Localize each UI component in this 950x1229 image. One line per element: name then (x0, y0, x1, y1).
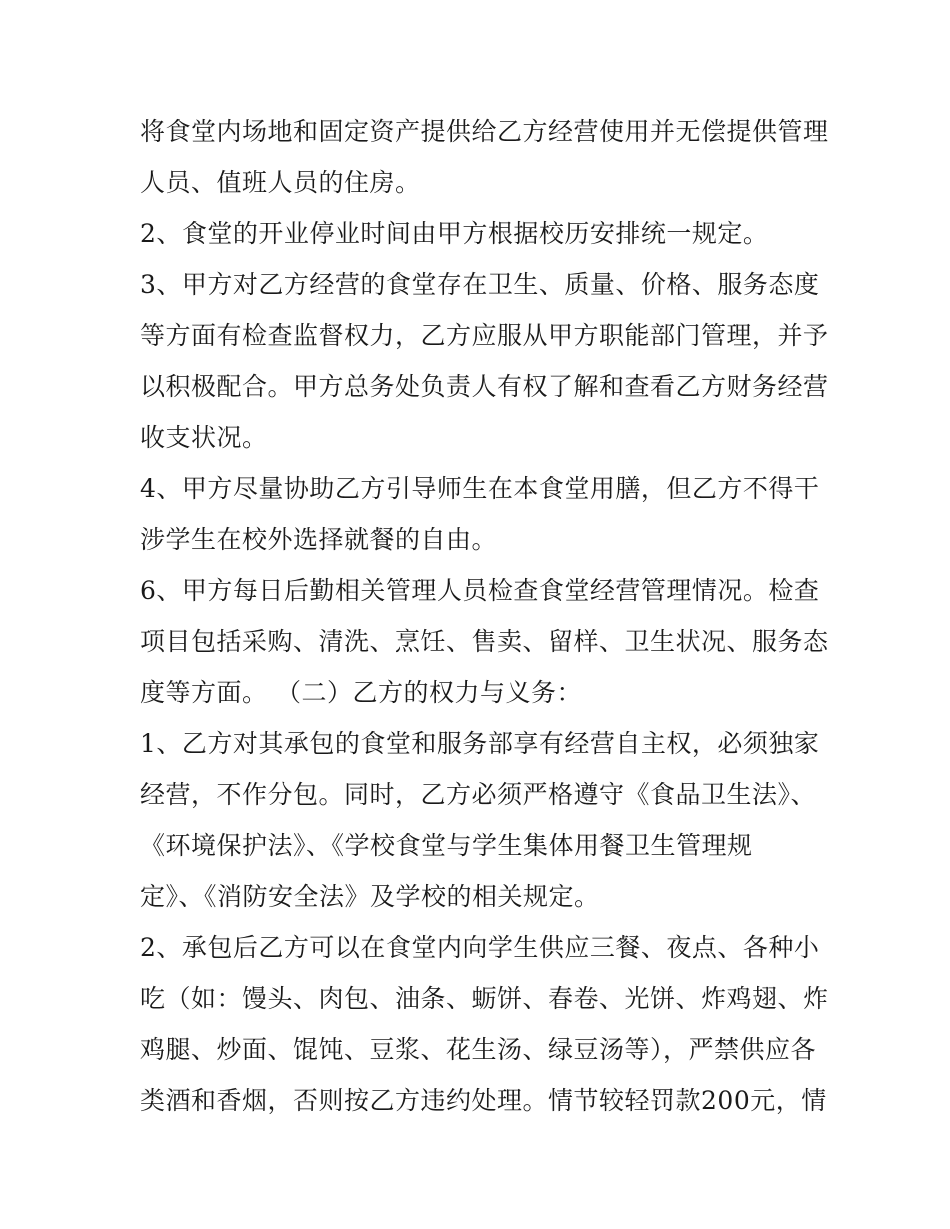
text-line: 涉学生在校外选择就餐的自由。 (140, 525, 498, 554)
text-line: 3、甲方对乙方经营的食堂存在卫生、质量、价格、服务态度 (140, 270, 820, 299)
text-line: 度等方面。 （二）乙方的权力与义务： (140, 678, 582, 707)
text-line: 2、承包后乙方可以在食堂内向学生供应三餐、夜点、各种小 (140, 933, 820, 962)
text-line: 吃（如：馒头、肉包、油条、蛎饼、春卷、光饼、炸鸡翅、炸 (140, 984, 829, 1013)
text-line: 将食堂内场地和固定资产提供给乙方经营使用并无偿提供管理 (140, 117, 829, 146)
text-line: 经营，不作分包。同时，乙方必须严格遵守《食品卫生法》、 (140, 780, 817, 809)
text-line: 定》、《消防安全法》及学校的相关规定。 (140, 882, 600, 911)
document-body (140, 106, 829, 1126)
text-line: 4、甲方尽量协助乙方引导师生在本食堂用膳，但乙方不得干 (140, 474, 820, 503)
text-line: 6、甲方每日后勤相关管理人员检查食堂经营管理情况。检查 (140, 576, 820, 605)
text-line: 1、乙方对其承包的食堂和服务部享有经营自主权，必须独家 (140, 729, 820, 758)
text-line: 《环境保护法》、《学校食堂与学生集体用餐卫生管理规 (140, 831, 753, 860)
text-line: 2、食堂的开业停业时间由甲方根据校历安排统一规定。 (140, 219, 769, 248)
text-line: 类酒和香烟，否则按乙方违约处理。情节较轻罚款200元，情 (140, 1086, 827, 1115)
text-line: 收支状况。 (140, 423, 268, 452)
text-line: 以积极配合。甲方总务处负责人有权了解和查看乙方财务经营 (140, 372, 829, 401)
text-line: 等方面有检查监督权力，乙方应服从甲方职能部门管理，并予 (140, 321, 829, 350)
text-line: 人员、值班人员的住房。 (140, 168, 421, 197)
text-line: 鸡腿、炒面、馄饨、豆浆、花生汤、绿豆汤等），严禁供应各 (140, 1035, 817, 1064)
text-line: 项目包括采购、清洗、烹饪、售卖、留样、卫生状况、服务态 (140, 627, 829, 656)
